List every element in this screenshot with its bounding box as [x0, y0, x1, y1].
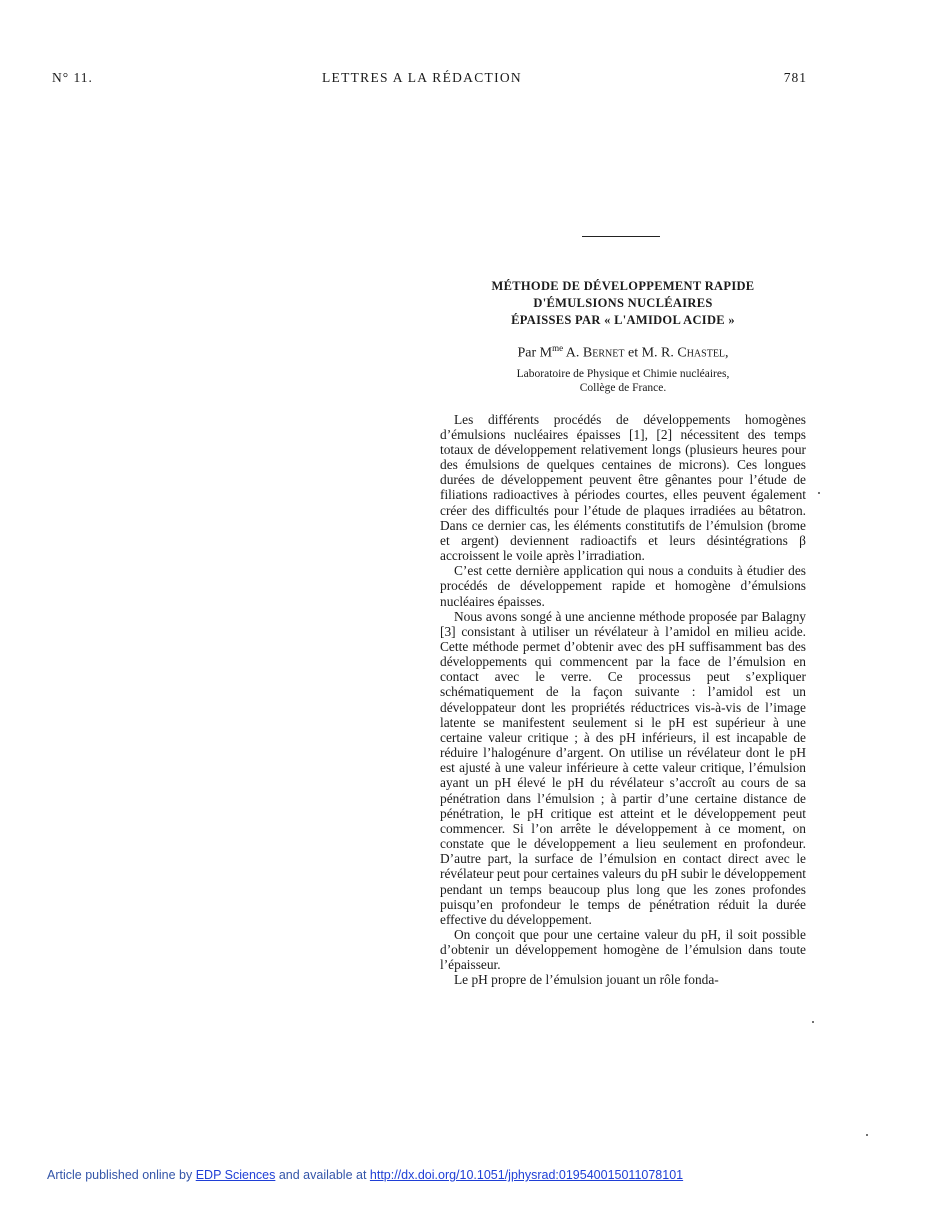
- body-paragraph: Les différents procédés de développements homogènes d’émulsions nucléaires épaisses [1], [2] nécessitent des temps totaux de développement relativement longs (plusieurs heures pour des émulsions de quelques centaines de microns). Ces longues durées de développement peuvent être gênantes pour l’étude de filiations radioactives à périodes courtes, elles peuvent également créer des difficultés pour l’étude de plaques irradiées au bêtatron. Dans ce dernier cas, les éléments constitutifs de l’émulsion (brome et argent) deviennent radioactifs et leurs désintégrations β accroissent le voile après l’irradiation.: [440, 411, 806, 564]
- body-paragraph: Le pH propre de l’émulsion jouant un rôle fonda-: [454, 972, 719, 988]
- page-number: 781: [783, 70, 807, 85]
- article-title: [440, 278, 806, 329]
- body-paragraph: Nous avons songé à une ancienne méthode proposée par Balagny [3] consistant à utiliser un révélateur à l’amidol en milieu acide. Cette méthode permet d’obtenir avec des pH suffisamment bas des développements qui commencent par la face de l’émulsion en contact avec le verre. Ce processus peut s’expliquer schématiquement de la façon suivante : l’amidol est un développateur dont les propriétés réductrices vis-à-vis de l’image latente se manifestent seulement si le pH est supérieur à une certaine valeur critique ; à des pH inférieurs, il est incapable de réduire l’halogénure d’argent. On utilise un révélateur dont le pH est ajusté à une valeur inférieure à cette valeur critique, l’émulsion ayant un pH élevé le pH du révélateur s’accroît au cours de sa pénétration dans l’émulsion ; à partir d’une certaine distance de pénétration, le pH critique est atteint et le développement peut commencer. Si l’on arrête le développement à ce moment, on constate que le développement a lieu seulement en profondeur. D’autre part, la surface de l’émulsion en contact direct avec le révélateur peut pour certaines valeurs du pH subir le développement pendant un temps beaucoup plus long que les zones profondes puisqu’en profondeur le temps de pénétration réduit la durée effective du développement.: [440, 608, 806, 927]
- affiliation-line: Laboratoire de Physique et Chimie nucléaires,: [516, 367, 730, 380]
- scan-speck: [812, 1021, 814, 1023]
- footer-prefix: Article published online by: [47, 1168, 196, 1182]
- body-paragraph: On conçoit que pour une certaine valeur du pH, il soit possible d’obtenir un développement homogène de l’émulsion dans toute l’épaisseur.: [440, 926, 806, 973]
- affiliation-line: Collège de France.: [579, 381, 667, 394]
- article-body: [440, 412, 806, 988]
- author-name: A. Bernet: [563, 345, 625, 361]
- issue-number: N° 11.: [52, 70, 93, 85]
- author-prefix: Par M: [517, 345, 553, 361]
- author-conjunction: et M. R.: [624, 345, 678, 361]
- affiliation: [440, 367, 806, 395]
- author-title-superscript: me: [552, 343, 564, 353]
- title-line: MÉTHODE DE DÉVELOPPEMENT RAPIDE: [491, 279, 755, 293]
- running-head: [52, 70, 807, 88]
- publisher-link[interactable]: EDP Sciences: [195, 1168, 276, 1182]
- footer-middle: and available at: [275, 1168, 370, 1182]
- separator-rule: [582, 236, 660, 237]
- title-line: ÉPAISSES PAR « L'AMIDOL ACIDE »: [511, 313, 735, 327]
- article: [440, 278, 806, 988]
- author-name: Chastel: [677, 345, 726, 361]
- title-line: D'ÉMULSIONS NUCLÉAIRES: [533, 296, 713, 310]
- doi-link[interactable]: http://dx.doi.org/10.1051/jphysrad:019540015011078101: [369, 1168, 684, 1182]
- author-suffix: ,: [725, 345, 729, 361]
- section-title: LETTRES A LA RÉDACTION: [322, 70, 522, 85]
- publication-footer: [47, 1168, 683, 1182]
- author-line: [440, 339, 806, 363]
- scan-speck: [866, 1134, 868, 1136]
- scan-speck: [818, 492, 820, 494]
- body-paragraph: C’est cette dernière application qui nous a conduits à étudier des procédés de développement rapide et homogène d’émulsions nucléaires épaisses.: [440, 563, 806, 609]
